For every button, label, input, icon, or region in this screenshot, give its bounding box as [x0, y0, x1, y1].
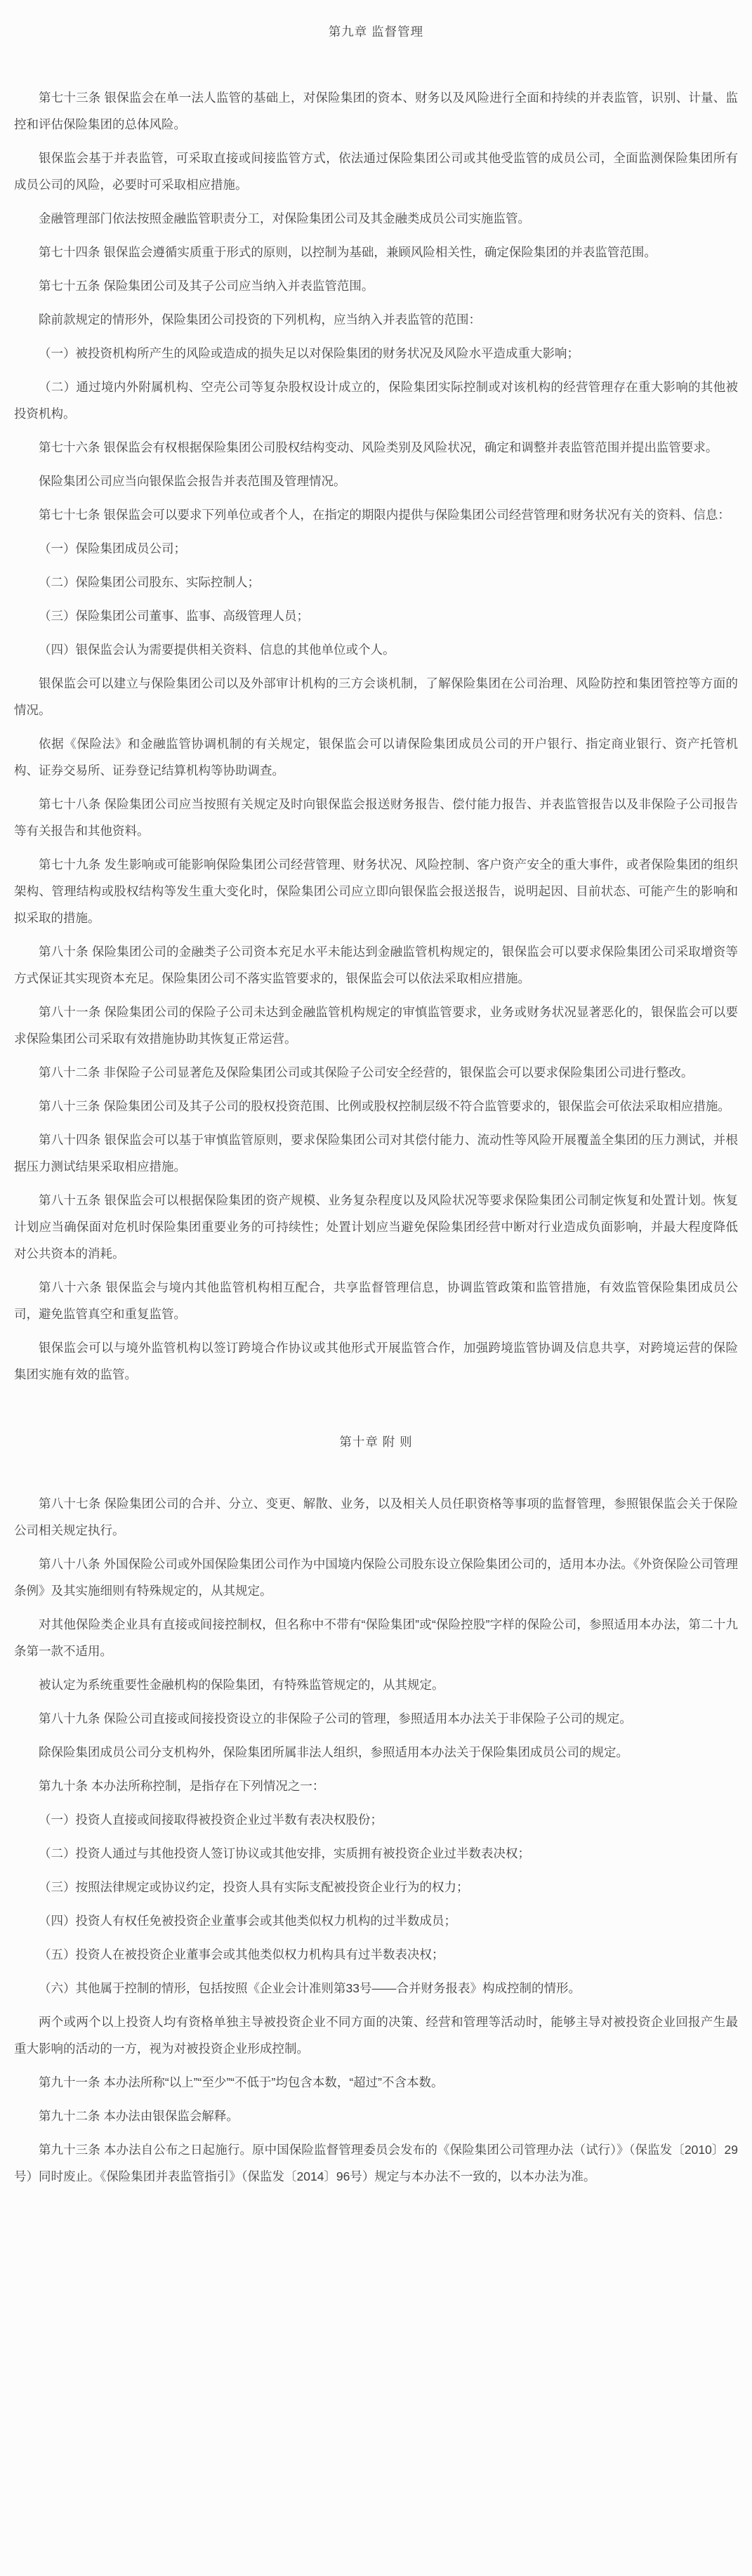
paragraph: 第八十九条 保险公司直接或间接投资设立的非保险子公司的管理，参照适用本办法关于非保险子公司的规定。	[39, 1711, 632, 1726]
paragraph: 第九十三条 本办法自公布之日起施行。原中国保险监督管理委员会发布的《保险集团公司管理办法（试行）》（保监发〔2010〕29号）同时废止。《保险集团并表监管指引》（保监发〔2014〕96号）规定与本办法不一致的，以本办法为准。	[14, 2143, 738, 2183]
paragraph: 第八十三条 保险集团公司及其子公司的股权投资范围、比例或股权控制层级不符合监管要求的，银保监会可依法采取相应措施。	[39, 1099, 730, 1113]
paragraph: （二）投资人通过与其他投资人签订协议或其他安排，实质拥有被投资企业过半数表决权；	[39, 1846, 530, 1860]
paragraph: 第九十一条 本办法所称“以上”“至少”“不低于”均包含本数，“超过”不含本数。	[39, 2075, 444, 2089]
paragraph: 金融管理部门依法按照金融监管职责分工，对保险集团公司及其金融类成员公司实施监管。	[39, 211, 530, 225]
paragraph: 银保监会可以与境外监管机构以签订跨境合作协议或其他形式开展监管合作，加强跨境监管协调及信息共享，对跨境运营的保险集团实施有效的监管。	[14, 1341, 738, 1381]
paragraph: 第八十八条 外国保险公司或外国保险集团公司作为中国境内保险公司股东设立保险集团公司的，适用本办法。《外资保险公司管理条例》及其实施细则有特殊规定的，从其规定。	[14, 1557, 738, 1598]
chapter-9-body	[14, 84, 738, 1388]
paragraph: 第七十四条 银保监会遵循实质重于形式的原则，以控制为基础，兼顾风险相关性，确定保险集团的并表监管范围。	[39, 245, 657, 259]
chapter-10-title: 第十章 附 则	[339, 1435, 413, 1449]
paragraph: （二）通过境内外附属机构、空壳公司等复杂股权设计成立的，保险集团实际控制或对该机构的经营管理存在重大影响的其他被投资机构。	[14, 380, 738, 421]
paragraph: 第八十七条 保险集团公司的合并、分立、变更、解散、业务，以及相关人员任职资格等事项的监督管理，参照银保监会关于保险公司相关规定执行。	[14, 1497, 738, 1537]
paragraph: 第七十九条 发生影响或可能影响保险集团公司经营管理、财务状况、风险控制、客户资产安全的重大事件，或者保险集团的组织架构、管理结构或股权结构等发生重大变化时，保险集团公司应立即向银保监会报送报告，说明起因、目前状态、可能产生的影响和拟采取的措施。	[14, 857, 738, 925]
chapter-10-section	[14, 1428, 738, 2190]
paragraph: （六）其他属于控制的情形，包括按照《企业会计准则第33号——合并财务报表》构成控制的情形。	[39, 1981, 581, 1995]
paragraph: 第九十二条 本办法由银保监会解释。	[39, 2109, 239, 2123]
paragraph: 第七十五条 保险集团公司及其子公司应当纳入并表监管范围。	[39, 279, 374, 293]
paragraph: （四）投资人有权任免被投资企业董事会或其他类似权力机构的过半数成员；	[39, 1914, 456, 1928]
chapter-9-section	[14, 18, 738, 1388]
paragraph: 银保监会可以建立与保险集团公司以及外部审计机构的三方会谈机制，了解保险集团在公司治理、风险防控和集团管控等方面的情况。	[14, 676, 738, 717]
paragraph: 除前款规定的情形外，保险集团公司投资的下列机构，应当纳入并表监管的范围：	[39, 313, 481, 327]
paragraph: 第七十三条 银保监会在单一法人监管的基础上，对保险集团的资本、财务以及风险进行全面和持续的并表监管，识别、计量、监控和评估保险集团的总体风险。	[14, 91, 738, 131]
paragraph: 两个或两个以上投资人均有资格单独主导被投资企业不同方面的决策、经营和管理等活动时，能够主导对被投资企业回报产生最重大影响的活动的一方，视为对被投资企业形成控制。	[14, 2015, 738, 2056]
paragraph: （四）银保监会认为需要提供相关资料、信息的其他单位或个人。	[39, 643, 395, 657]
paragraph: 除保险集团成员公司分支机构外，保险集团所属非法人组织，参照适用本办法关于保险集团成员公司的规定。	[39, 1745, 628, 1759]
chapter-9-title: 第九章 监督管理	[328, 25, 424, 39]
paragraph: 第七十六条 银保监会有权根据保险集团公司股权结构变动、风险类别及风险状况，确定和调整并表监管范围并提出监管要求。	[39, 440, 718, 454]
paragraph: （一）保险集团成员公司；	[39, 541, 186, 556]
paragraph: 对其他保险类企业具有直接或间接控制权，但名称中不带有“保险集团”或“保险控股”字样的保险公司，参照适用本办法，第二十九条第一款不适用。	[14, 1617, 738, 1658]
paragraph: （五）投资人在被投资企业董事会或其他类似权力机构具有过半数表决权；	[39, 1947, 444, 1961]
paragraph: 第八十五条 银保监会可以根据保险集团的资产规模、业务复杂程度以及风险状况等要求保险集团公司制定恢复和处置计划。恢复计划应当确保面对危机时保险集团重要业务的可持续性；处置计划应当避免保险集团经营中断对行业造成负面影响，并最大程度降低对公共资本的消耗。	[14, 1193, 738, 1261]
regulation-document	[14, 18, 738, 2190]
paragraph: （三）按照法律规定或协议约定，投资人具有实际支配被投资企业行为的权力；	[39, 1880, 469, 1894]
paragraph: （一）被投资机构所产生的风险或造成的损失足以对保险集团的财务状况及风险水平造成重大影响；	[39, 346, 579, 360]
chapter-10-body	[14, 1490, 738, 2190]
paragraph: 第八十一条 保险集团公司的保险子公司未达到金融监管机构规定的审慎监管要求，业务或财务状况显著恶化的，银保监会可以要求保险集团公司采取有效措施协助其恢复正常运营。	[14, 1005, 738, 1046]
paragraph: （二）保险集团公司股东、实际控制人；	[39, 575, 260, 589]
paragraph: （一）投资人直接或间接取得被投资企业过半数有表决权股份；	[39, 1813, 383, 1827]
paragraph: 第八十条 保险集团公司的金融类子公司资本充足水平未能达到金融监管机构规定的，银保监会可以要求保险集团公司采取增资等方式保证其实现资本充足。保险集团公司不落实监管要求的，银保监会可以依法采取相应措施。	[14, 945, 738, 985]
paragraph: 第八十二条 非保险子公司显著危及保险集团公司或其保险子公司安全经营的，银保监会可以要求保险集团公司进行整改。	[39, 1065, 694, 1079]
paragraph: 依据《保险法》和金融监管协调机制的有关规定，银保监会可以请保险集团成员公司的开户银行、指定商业银行、资产托管机构、证券交易所、证券登记结算机构等协助调查。	[14, 737, 738, 777]
paragraph: 第九十条 本办法所称控制，是指存在下列情况之一：	[39, 1779, 325, 1793]
paragraph: 被认定为系统重要性金融机构的保险集团，有特殊监管规定的，从其规定。	[39, 1678, 444, 1692]
paragraph: 保险集团公司应当向银保监会报告并表范围及管理情况。	[39, 474, 346, 488]
paragraph: 银保监会基于并表监管，可采取直接或间接监管方式，依法通过保险集团公司或其他受监管的成员公司，全面监测保险集团所有成员公司的风险，必要时可采取相应措施。	[14, 151, 738, 192]
paragraph: （三）保险集团公司董事、监事、高级管理人员；	[39, 609, 309, 623]
paragraph: 第八十四条 银保监会可以基于审慎监管原则，要求保险集团公司对其偿付能力、流动性等风险开展覆盖全集团的压力测试，并根据压力测试结果采取相应措施。	[14, 1133, 738, 1174]
paragraph: 第七十八条 保险集团公司应当按照有关规定及时向银保监会报送财务报告、偿付能力报告、并表监管报告以及非保险子公司报告等有关报告和其他资料。	[14, 797, 738, 838]
paragraph: 第八十六条 银保监会与境内其他监管机构相互配合，共享监督管理信息，协调监管政策和监管措施，有效监管保险集团成员公司，避免监管真空和重复监管。	[14, 1280, 738, 1321]
paragraph: 第七十七条 银保监会可以要求下列单位或者个人，在指定的期限内提供与保险集团公司经营管理和财务状况有关的资料、信息：	[39, 508, 730, 522]
